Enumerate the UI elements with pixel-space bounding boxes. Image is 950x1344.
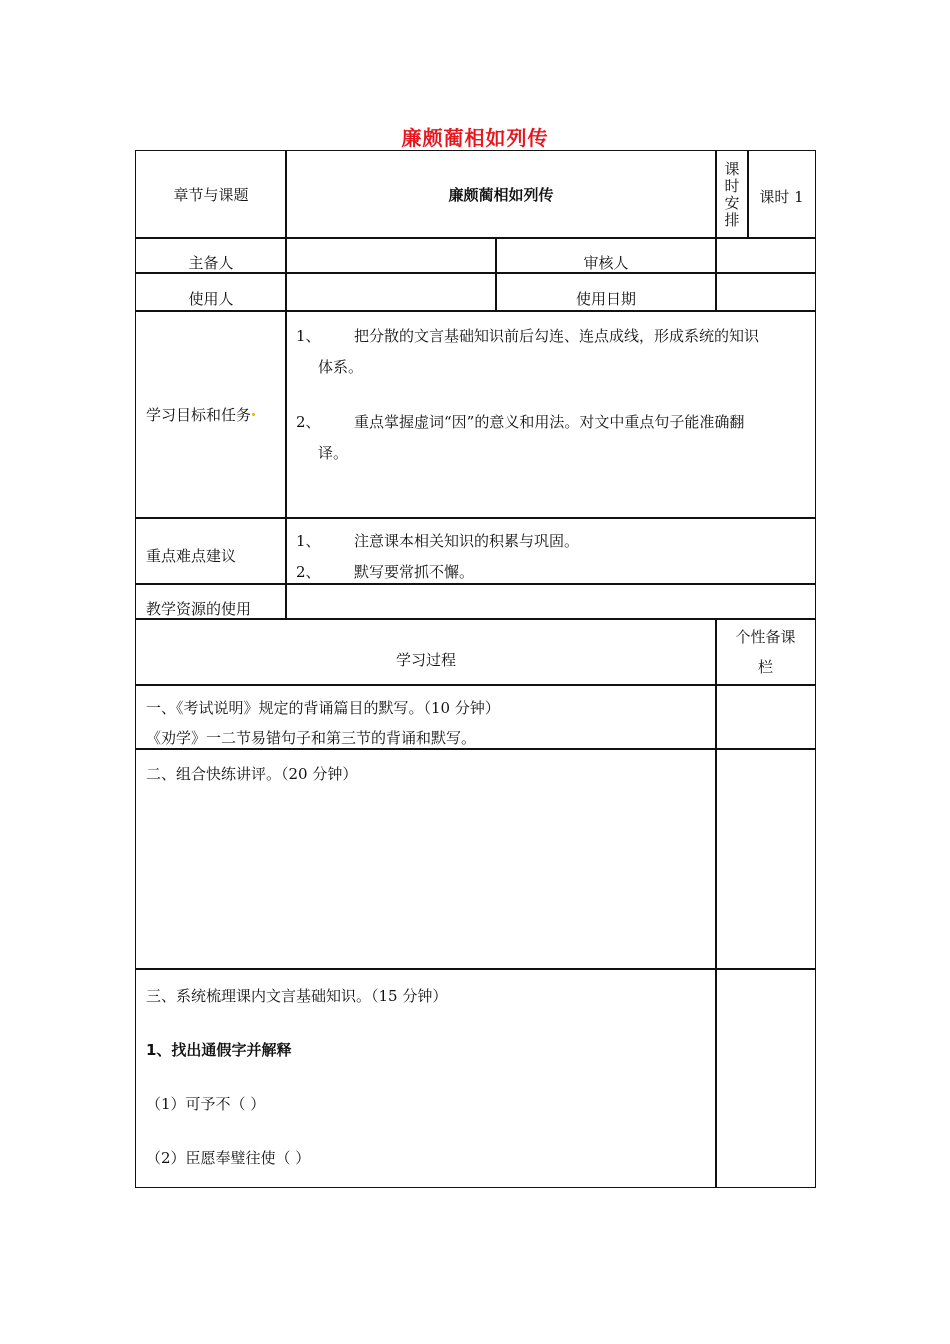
personal-label-cell [715,618,816,686]
goal-text: 把分散的文言基础知识前后勾连、连点成线，形成系统的知识 [354,327,760,345]
keypoint-text: 默写要常抓不懈。 [354,563,475,581]
chapter-label-cell [135,150,287,239]
chapter-label: 章节与课题 [173,186,249,204]
date-label: 使用日期 [575,289,636,308]
reviewer-label-cell [495,237,717,274]
personal-label: 个性备课栏 [735,628,796,676]
chapter-value-cell [285,150,717,239]
chapter-value: 廉颇蔺相如列传 [448,186,554,204]
date-value-cell [715,272,816,312]
keypoint-number: 2、 [296,563,321,581]
keypoint-number: 1、 [296,532,321,550]
schedule-label: 课时安排 [722,160,741,229]
section1-cell [135,684,717,750]
reviewer-value-cell [715,237,816,274]
section3-question: （2）臣愿奉璧往使（ ） [146,1149,311,1167]
section2-line: 二、组合快练讲评。（20 分钟） [146,765,358,783]
goal-number: 2、 [296,413,321,431]
keypoints-label-cell [135,517,287,585]
schedule-value: 课时 1 [759,188,804,206]
goal-item [296,407,805,438]
section1-personal-cell [715,684,816,750]
goal-continuation: 译。 [318,444,349,462]
section3-subheading: 1、找出通假字并解释 [146,1041,292,1059]
resources-value-cell [285,583,816,620]
resources-label-cell [135,583,287,620]
section2-personal-cell [715,748,816,970]
schedule-label-cell [715,150,749,239]
process-label-cell [135,618,717,686]
schedule-value-cell [747,150,816,239]
yellow-dot-mark [252,413,255,416]
reviewer-label: 审核人 [583,254,629,272]
keypoint-item [296,526,805,557]
user-label: 使用人 [188,289,234,308]
section3-line: 三、系统梳理课内文言基础知识。（15 分钟） [146,987,448,1005]
goals-label-cell [135,310,287,519]
user-value-cell [285,272,497,312]
process-label: 学习过程 [395,650,456,669]
goal-number: 1、 [296,327,321,345]
keypoint-text: 注意课本相关知识的积累与巩固。 [354,532,580,550]
goals-label: 学习目标和任务 [146,406,252,424]
document-title: 廉颇蔺相如列传 [401,126,549,150]
preparer-value-cell [285,237,497,274]
date-label-cell [495,272,717,312]
preparer-label-cell [135,237,287,274]
goal-item [296,321,805,352]
section1-line: 一、《考试说明》规定的背诵篇目的默写。（10 分钟） [146,699,500,717]
goal-text: 重点掌握虚词“因”的意义和用法。对文中重点句子能准确翻 [354,413,745,431]
section1-line: 《劝学》一二节易错句子和第三节的背诵和默写。 [146,729,477,747]
section3-personal-cell [715,968,816,1188]
keypoints-label: 重点难点建议 [146,546,237,565]
section3-cell [135,968,717,1188]
goals-content-cell [285,310,816,519]
section3-question: （1）可予不（ ） [146,1095,266,1113]
keypoints-content-cell [285,517,816,585]
user-label-cell [135,272,287,312]
preparer-label: 主备人 [188,254,234,272]
goal-continuation: 体系。 [318,358,364,376]
section2-cell [135,748,717,970]
resources-label: 教学资源的使用 [146,600,252,618]
